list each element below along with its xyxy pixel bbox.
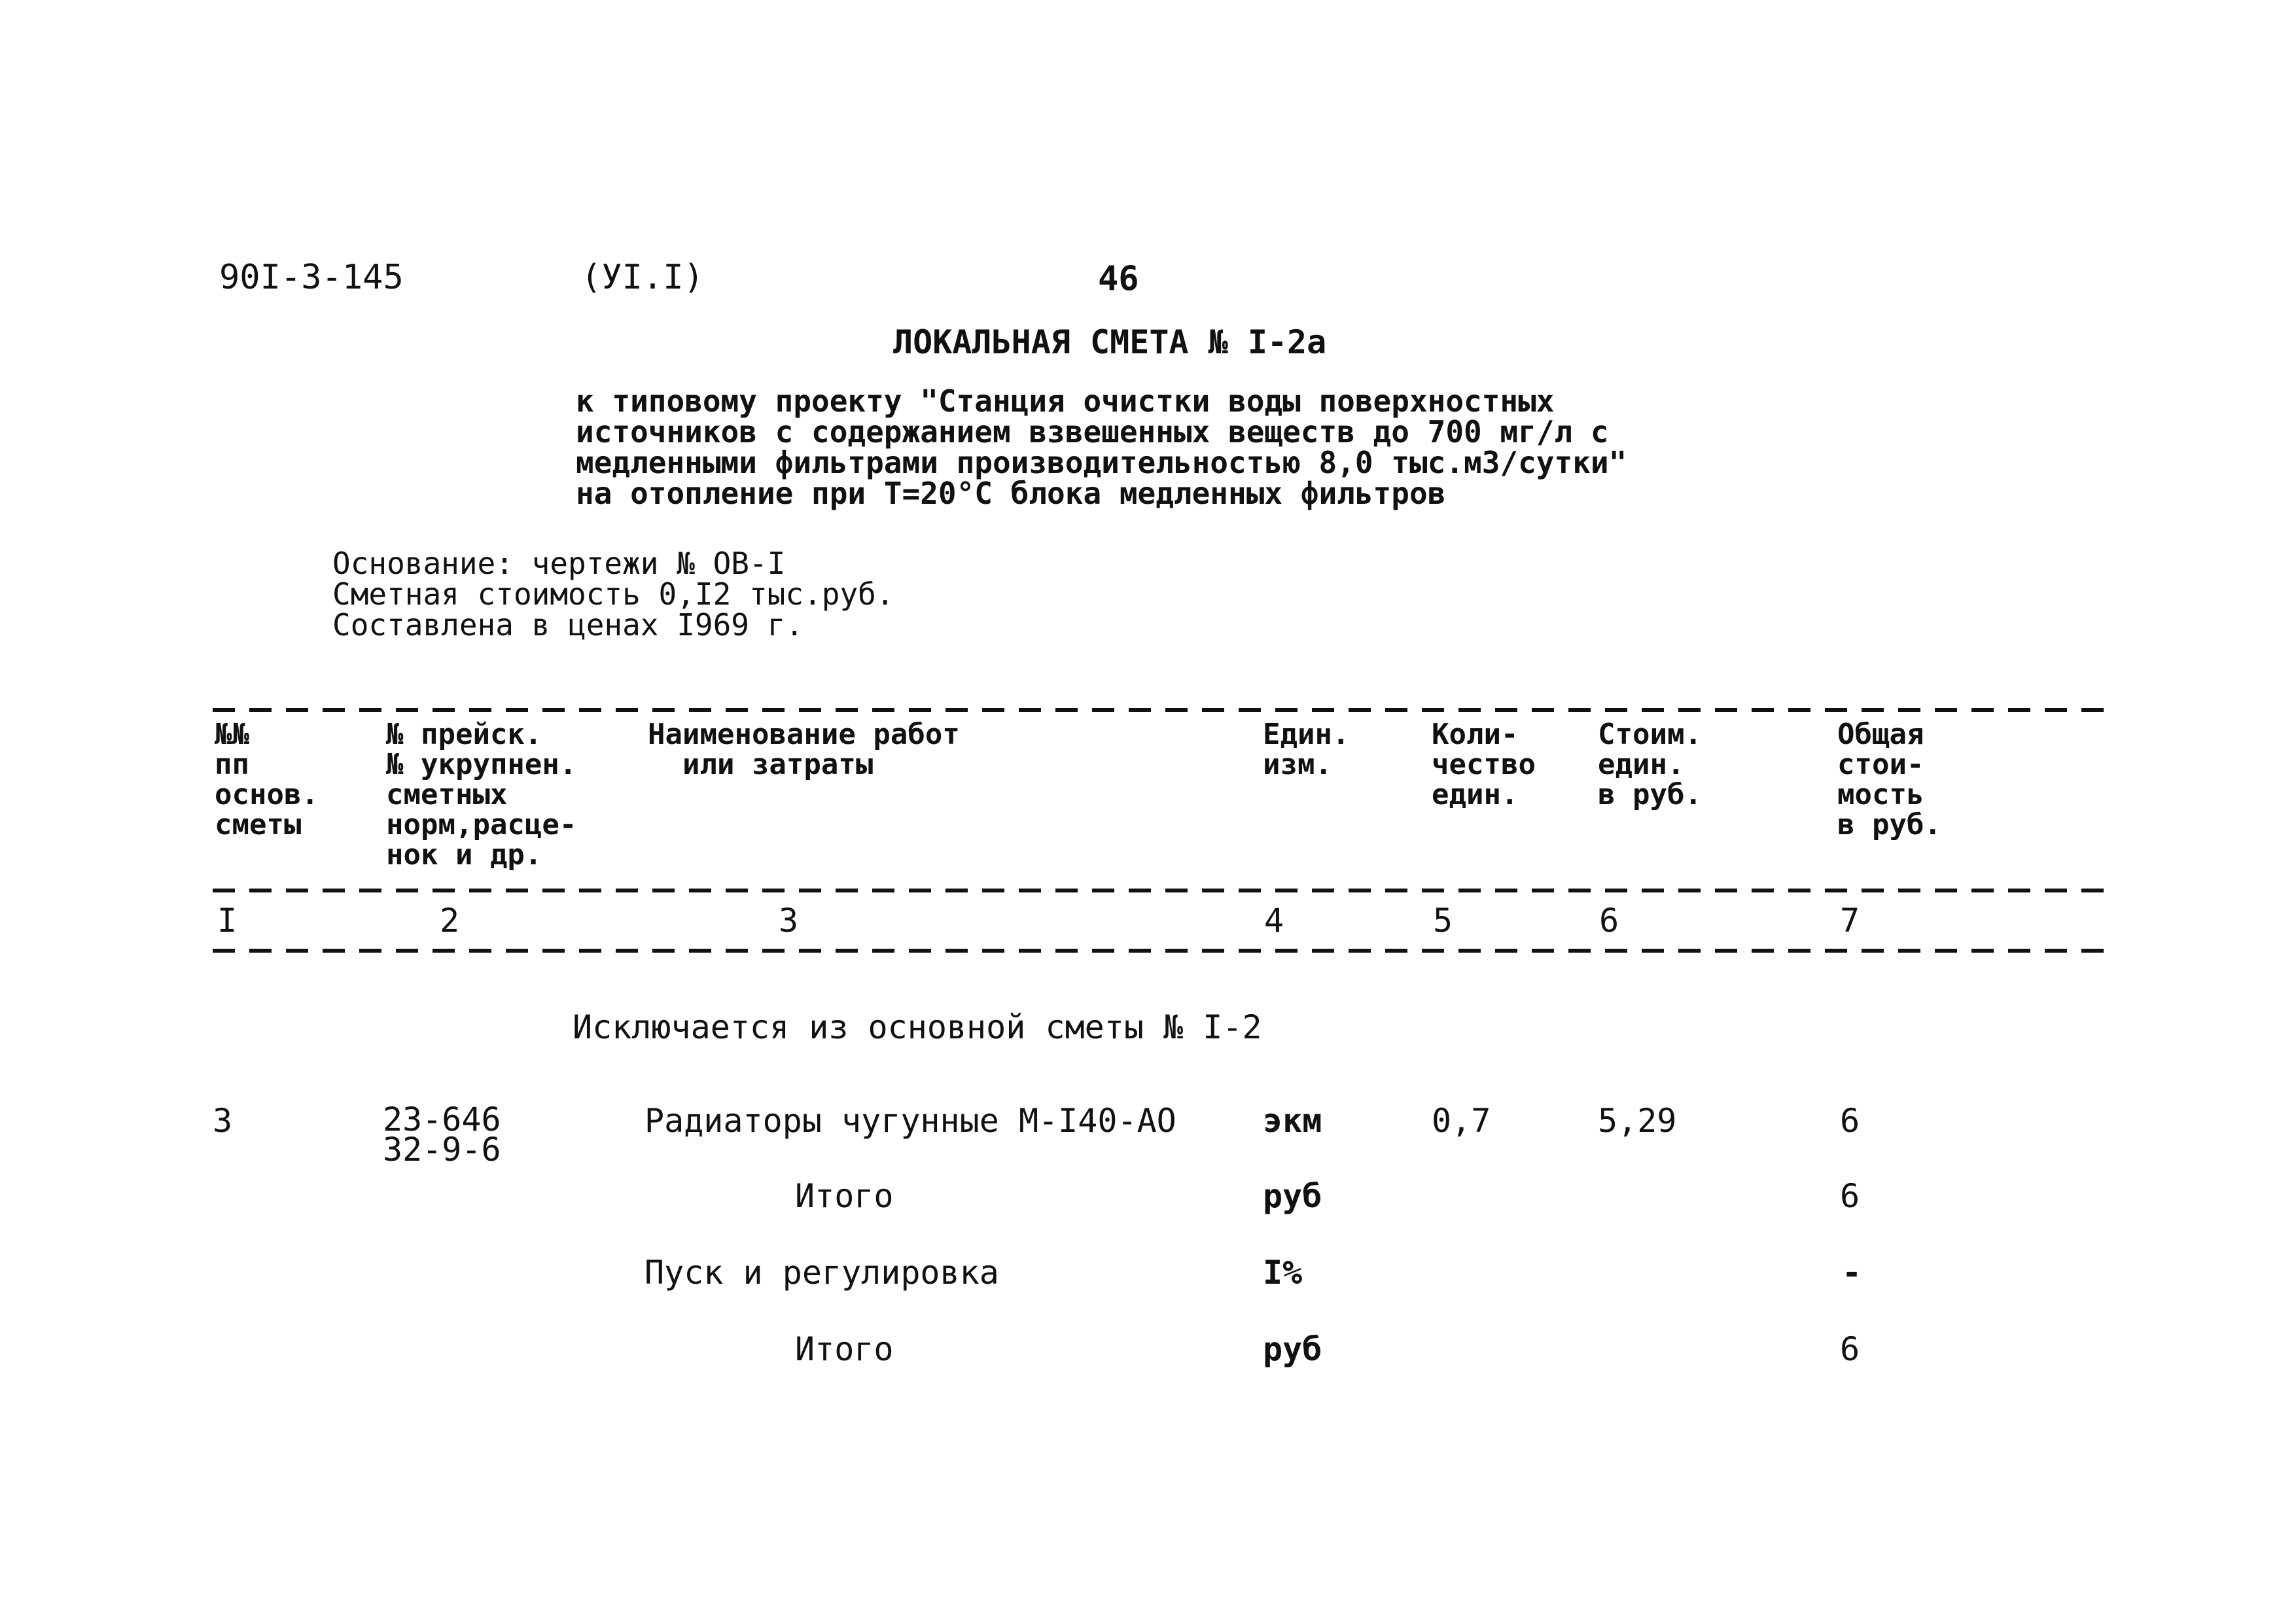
document-title: ЛОКАЛЬНАЯ СМЕТА № I-2а xyxy=(893,323,1327,361)
row-2-total: 6 xyxy=(1840,1177,1860,1215)
row-4-total: 6 xyxy=(1840,1330,1860,1368)
column-number-5: 5 xyxy=(1433,902,1453,940)
header-col-5: Коли- чество един. xyxy=(1432,718,1536,811)
column-number-3: 3 xyxy=(779,902,799,940)
row-1-name: Радиаторы чугунные М-I40-АО xyxy=(645,1102,1176,1140)
row-3-unit: I% xyxy=(1263,1254,1303,1292)
row-1-unit: экм xyxy=(1263,1102,1322,1140)
row-1-qty: 0,7 xyxy=(1432,1102,1491,1140)
row-4-name: Итого xyxy=(795,1330,894,1368)
header-col-7: Общая стои- мость в руб. xyxy=(1837,718,1941,841)
table-numbers-rule xyxy=(213,949,2104,953)
header-col-2: № прейск. № укрупнен. сметных норм,расце- нок и др. xyxy=(386,718,577,872)
row-1-num: 3 xyxy=(213,1102,233,1140)
row-4-unit: руб xyxy=(1263,1330,1322,1368)
section-title: Исключается из основной сметы № I-2 xyxy=(573,1008,1262,1046)
header-col-4: Един. изм. xyxy=(1263,718,1350,781)
basis-line-2: Сметная стоимость 0,I2 тыс.руб. xyxy=(332,576,894,612)
subtitle-line-2: источников с содержанием взвешенных веществ до 700 мг/л с xyxy=(576,414,1609,450)
row-2-unit: руб xyxy=(1263,1177,1322,1215)
column-number-1: I xyxy=(217,902,238,940)
row-1-price: 5,29 xyxy=(1598,1102,1677,1140)
row-1-code: 23-646 32-9-6 xyxy=(383,1101,501,1169)
row-3-total: - xyxy=(1842,1254,1862,1292)
header-col-6: Стоим. един. в руб. xyxy=(1598,718,1702,811)
page-number: 46 xyxy=(1098,259,1139,298)
document-code: 90I-3-145 xyxy=(219,258,404,297)
header-col-3: Наименование работ или затраты xyxy=(648,718,960,781)
column-number-6: 6 xyxy=(1599,902,1619,940)
basis-line-3: Составлена в ценах I969 г. xyxy=(332,607,804,643)
subtitle-line-1: к типовому проекту "Станция очистки воды поверхностных xyxy=(576,383,1555,419)
row-1-total: 6 xyxy=(1840,1102,1860,1140)
header-col-1: №№ пп основ. сметы xyxy=(215,718,319,841)
row-2-name: Итого xyxy=(795,1177,894,1215)
subtitle-line-3: медленными фильтрами производительностью 8,0 тыс.м3/сутки" xyxy=(576,445,1627,480)
column-number-2: 2 xyxy=(440,902,460,940)
basis-line-1: Основание: чертежи № ОВ-I xyxy=(332,546,786,581)
table-header-rule xyxy=(213,889,2104,892)
table-top-rule xyxy=(213,708,2104,712)
row-3-name: Пуск и регулировка xyxy=(645,1254,999,1292)
subtitle-line-4: на отопление при Т=20°С блока медленных фильтров xyxy=(576,476,1446,511)
column-number-4: 4 xyxy=(1264,902,1284,940)
column-number-7: 7 xyxy=(1840,902,1860,940)
volume-label: (УI.I) xyxy=(581,258,704,297)
